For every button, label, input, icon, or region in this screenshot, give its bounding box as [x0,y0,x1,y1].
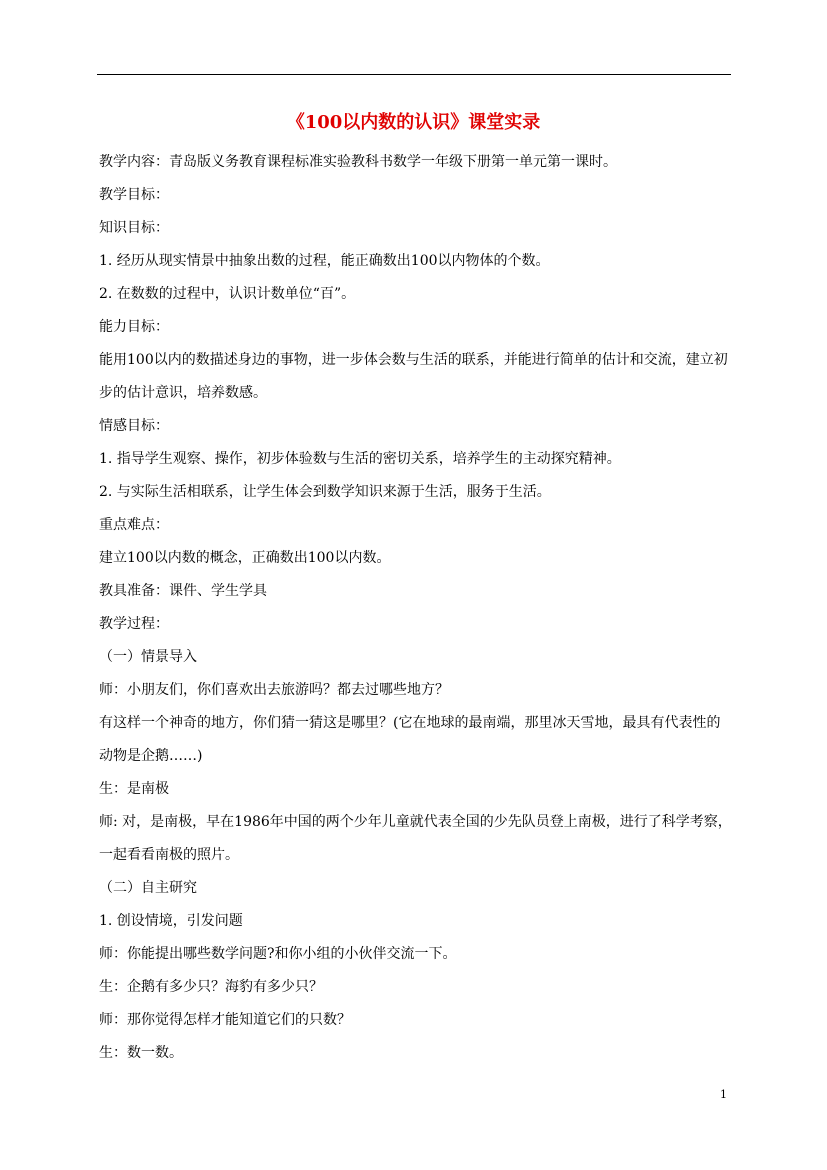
paragraph-dialogue-8: 生：数一数。 [99,1045,183,1061]
paragraph-knowledge-goal-1: 1. 经历从现实情景中抽象出数的过程，能正确数出100以内物体的个数。 [99,253,550,269]
paragraph-key-points: 建立100以内数的概念，正确数出100以内数。 [99,550,391,566]
paragraph-dialogue-3: 生：是南极 [99,781,169,797]
paragraph-dialogue-7: 师：那你觉得怎样才能知道它们的只数？ [99,1012,351,1028]
paragraph-emotion-goal-2: 2. 与实际生活相联系，让学生体会到数学知识来源于生活，服务于生活。 [99,484,551,500]
paragraph-ability-goals-heading: 能力目标： [99,319,169,335]
paragraph-dialogue-5: 师：你能提出哪些数学问题?和你小组的小伙伴交流一下。 [99,946,457,962]
document-body [99,146,732,1070]
paragraph-teaching-content: 教学内容：青岛版义务教育课程标准实验教科书数学一年级下册第一单元第一课时。 [99,154,617,170]
paragraph-teaching-process-heading: 教学过程： [99,616,169,632]
document-title: 《100以内数的认识》课堂实录 [286,112,541,133]
paragraph-emotion-goal-1: 1. 指导学生观察、操作，初步体验数与生活的密切关系，培养学生的主动探究精神。 [99,451,621,467]
paragraph-teaching-goals-heading: 教学目标： [99,187,169,203]
paragraph-emotion-goals-heading: 情感目标： [99,418,169,434]
header-rule [97,74,731,75]
paragraph-dialogue-2: 有这样一个神奇的地方，你们猜一猜这是哪里？(它在地球的最南端，那里冰天雪地，最具有代表性的动物是企鹅……) [99,715,721,764]
paragraph-knowledge-goal-2: 2. 在数数的过程中，认识计数单位“百”。 [99,286,356,302]
paragraph-section-1-heading: （一）情景导入 [99,649,197,665]
paragraph-knowledge-goals-heading: 知识目标： [99,220,169,236]
paragraph-step-1: 1. 创设情境，引发问题 [99,913,243,929]
paragraph-ability-goal: 能用100以内的数描述身边的事物，进一步体会数与生活的联系，并能进行简单的估计和交流，建立初步的估计意识，培养数感。 [99,352,728,401]
paragraph-teaching-aids: 教具准备：课件、学生学具 [99,583,267,599]
paragraph-section-2-heading: （二）自主研究 [99,880,197,896]
paragraph-dialogue-1: 师：小朋友们，你们喜欢出去旅游吗？都去过哪些地方？ [99,682,449,698]
paragraph-dialogue-6: 生：企鹅有多少只？海豹有多少只？ [99,979,323,995]
page-number: 1 [720,1088,727,1101]
paragraph-key-points-heading: 重点难点： [99,517,169,533]
paragraph-dialogue-4: 师: 对，是南极，早在1986年中国的两个少年儿童就代表全国的少先队员登上南极，进行了科学考察，一起看看南极的照片。 [99,814,732,863]
